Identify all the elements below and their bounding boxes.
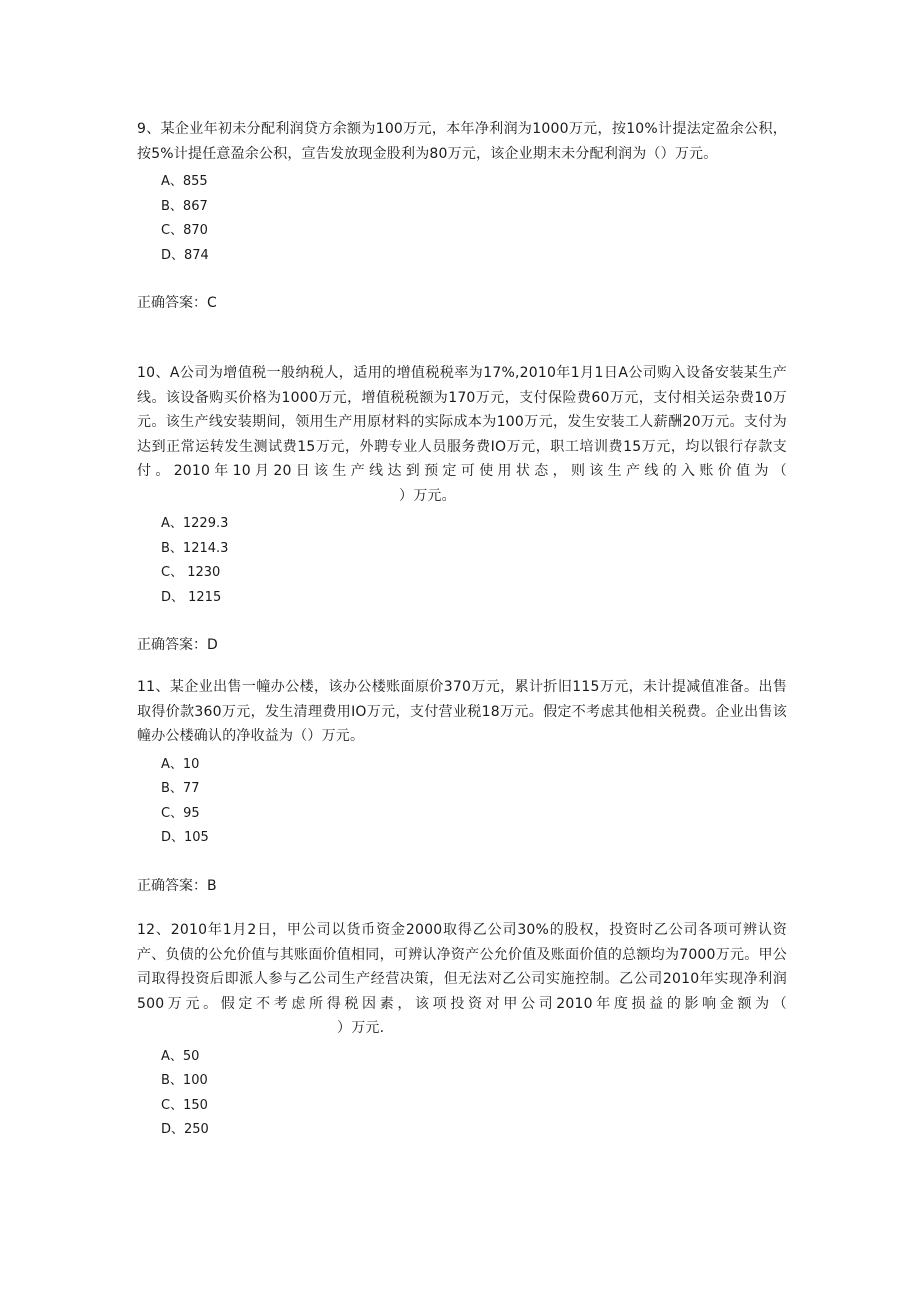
option-d: D、105 (161, 830, 209, 845)
option-b: B、1214.3 (161, 540, 229, 556)
question-text-before-blank: 10、A公司为增值税一般纳税人，适用的增值税税率为17%,2010年1月1日A公司购入设备安装某生产线。该设备购买价格为1000万元，增值税税额为170万元，支付保险费60万元，支付相关运杂费10万元。该生产线安装期间，领用生产用原材料的实际成本为100万元，发生安装工人薪酬20万元。支付为达到正常运转发生测试费15万元，外聘专业人员服务费IO万元，职工培训费15万元，均以银行存款支付。2010年10月20日该生产线达到预定可使用状态，则该生产线的入账价值为（ (137, 365, 787, 479)
correct-answer: 正确答案：B (137, 877, 217, 894)
question-text (137, 361, 787, 508)
question-text (137, 918, 787, 1041)
option-c: C、95 (161, 805, 200, 821)
option-a: A、50 (161, 1048, 200, 1064)
question-9 (137, 117, 787, 315)
option-list (161, 753, 787, 851)
option-d: D、 1215 (161, 589, 222, 605)
correct-answer: 正确答案：D (137, 637, 218, 653)
question-text: 9、某企业年初未分配利润贷方余额为100万元，本年净利润为1000万元，按10%计提法定盈余公积，按5%计提任意盈余公积，宣告发放现金股利为80万元，该企业期末未分配利润为（）万元。 (137, 121, 787, 162)
option-a: A、10 (161, 756, 200, 772)
option-list (161, 512, 787, 610)
question-text: 11、某企业出售一幢办公楼，该办公楼账面原价370万元，累计折旧115万元，未计提减值准备。出售取得价款360万元，发生清理费用IO万元，支付营业税18万元。假定不考虑其他相关税费。企业出售该幢办公楼确认的净收益为（）万元。 (137, 679, 787, 744)
option-d: D、250 (161, 1122, 209, 1137)
option-d: D、874 (161, 247, 209, 263)
question-12 (137, 918, 787, 1143)
question-text-after-blank: ）万元。 (399, 487, 456, 504)
question-text-after-blank: ）万元. (337, 1020, 385, 1036)
question-text-before-blank: 12、2010年1月2日，甲公司以货币资金2000取得乙公司30%的股权，投资时乙公司各项可辨认资产、负债的公允价值与其账面价值相同，可辨认净资产公允价值及账面价值的总额均为7000万元。甲公司取得投资后即派人参与乙公司生产经营决策，但无法对乙公司实施控制。乙公司2010年实现净利润500万元。假定不考虑所得税因素，该项投资对甲公司2010年度损益的影响金额为（ (137, 922, 787, 1012)
question-10 (137, 361, 787, 657)
question-11 (137, 675, 787, 898)
correct-answer: 正确答案：C (137, 295, 217, 311)
option-list (161, 170, 787, 268)
option-c: C、150 (161, 1097, 208, 1113)
option-b: B、867 (161, 198, 208, 214)
option-b: B、100 (161, 1073, 208, 1088)
option-a: A、1229.3 (161, 516, 229, 531)
option-list (161, 1045, 787, 1143)
option-b: B、77 (161, 781, 200, 796)
option-c: C、 1230 (161, 565, 221, 580)
option-c: C、870 (161, 223, 208, 238)
option-a: A、855 (161, 174, 208, 189)
